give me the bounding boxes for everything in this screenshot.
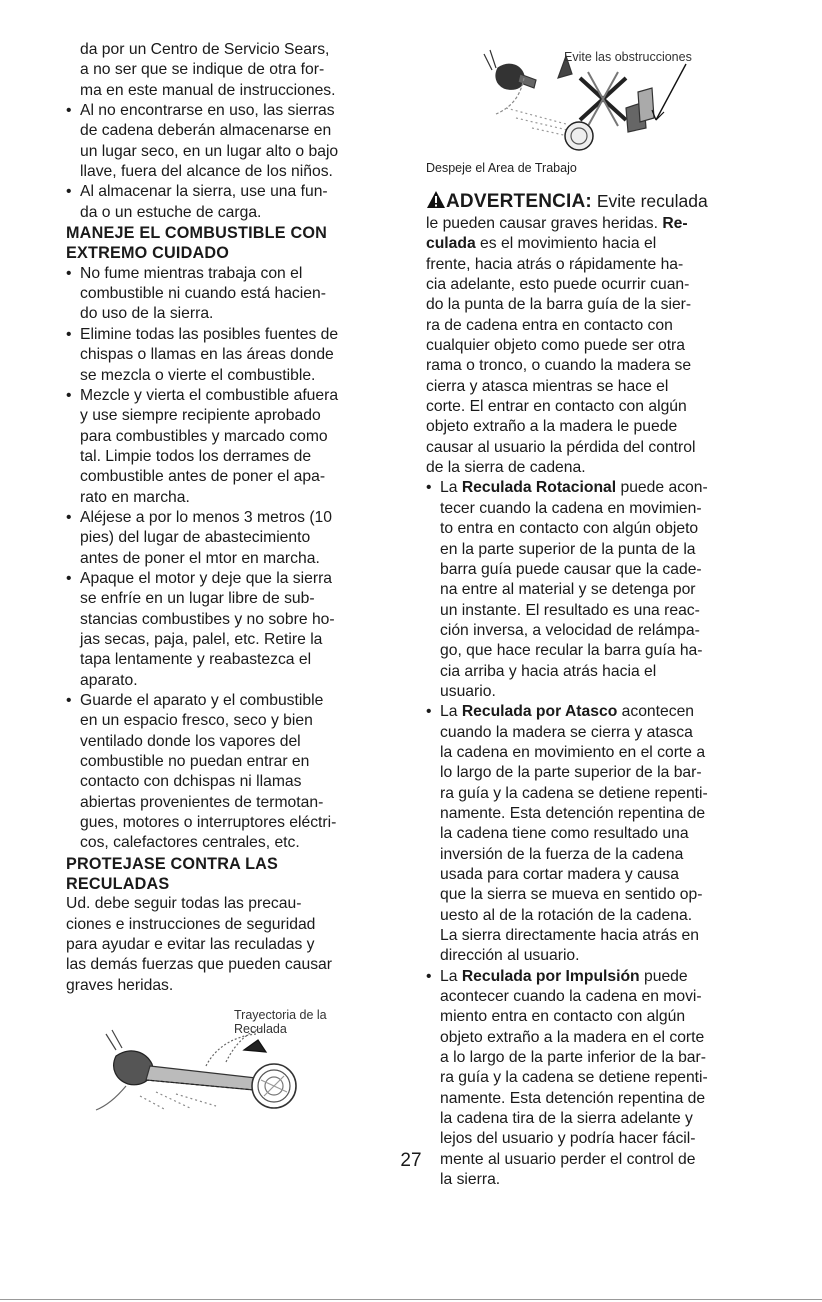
text-line: mente al usuario perder el control de: [440, 1150, 696, 1168]
figure-label: Evite las obstrucciones: [564, 50, 692, 64]
text-line: en la parte superior de la punta de la: [440, 540, 696, 558]
kickback-types-list: [426, 478, 776, 1190]
text-line: cualquier objeto como puede ser otra: [426, 337, 686, 355]
text-line: • Elimine todas las posibles fuentes de: [80, 325, 339, 343]
text-line: go, que hace recular la barra guía ha-: [440, 642, 703, 660]
text-line: jas secas, paja, palel, etc. Retire la: [80, 630, 323, 648]
warning-heading: [426, 190, 776, 214]
text-line: rama o tronco, o cuando la madera se: [426, 357, 692, 375]
section-heading-fuel: [66, 223, 406, 264]
text-line: aparato.: [80, 671, 138, 689]
text-line: inversión de la fuerza de la cadena: [440, 845, 684, 863]
list-item: [66, 101, 406, 182]
text-line: da o un estuche de carga.: [80, 203, 262, 221]
text-line: antes de poner el mtor en marcha.: [80, 549, 320, 567]
text-line: • Apaque el motor y deje que la sierra: [80, 569, 333, 587]
list-item: [66, 182, 406, 223]
text-span: La: [440, 479, 462, 497]
text-line: namente. Esta detención repentina de: [440, 804, 706, 822]
text-line: las demás fuerzas que pueden causar: [66, 956, 332, 974]
text-line: tecer cuando la cadena en movimien-: [440, 499, 702, 517]
text-line: ra de cadena entra en contacto con: [426, 316, 673, 334]
text-line: lejos del usuario y podría hacer fácil-: [440, 1130, 696, 1148]
text-line: • Guarde el aparato y el combustible: [80, 692, 324, 709]
text-span: es el movimiento hacia el: [475, 235, 657, 253]
text-line: combustible antes de poner el apa-: [80, 468, 326, 486]
text-line: cia adelante, esto puede ocurrir cuan-: [426, 276, 690, 294]
right-column: [426, 40, 776, 1191]
heading-line: RECULADAS: [66, 875, 170, 894]
text-line: pies) del lugar de abastecimiento: [80, 529, 311, 547]
text-line: ción inversa, a velocidad de relámpa-: [440, 621, 700, 639]
text-line: ra guía y la cadena se detiene repenti-: [440, 784, 708, 802]
bold-term: Reculada por Impulsión: [461, 967, 640, 985]
text-line: uesto al de la rotación de la cadena.: [440, 906, 693, 924]
list-item: [66, 386, 406, 508]
text-line: do uso de la sierra.: [80, 305, 214, 323]
bold-term: Reculada Rotacional: [461, 479, 617, 497]
obstructions-illustration-icon: [476, 48, 726, 158]
text-line: cuando la madera se cierra y atasca: [440, 723, 693, 741]
text-line: Trayectoria de la: [234, 1008, 327, 1023]
text-line: • Al almacenar la sierra, use una fun-: [80, 183, 328, 201]
intro-paragraph: [66, 40, 406, 101]
left-column: [66, 40, 406, 1116]
text-span: La: [440, 967, 462, 985]
page-bottom-rule: [0, 1299, 822, 1300]
storage-bullet-list: [66, 101, 406, 223]
text-line: tapa lentamente y reabastezca el: [80, 651, 312, 669]
warning-triangle-icon: [426, 190, 446, 214]
text-line: y use siempre recipiente aprobado: [80, 407, 321, 425]
text-line: objeto extraño a la madera le puede: [426, 418, 678, 436]
text-line: la cadena tira de la sierra adelante y: [440, 1110, 693, 1128]
text-line: [440, 702, 776, 722]
section-heading-kickback: [66, 854, 406, 895]
warning-label: ADVERTENCIA:: [446, 191, 592, 212]
list-item: [66, 569, 406, 691]
text-line: • No fume mientras trabaja con el: [80, 264, 303, 282]
text-line: en un espacio fresco, seco y bien: [80, 712, 313, 730]
text-line: • Mezcle y vierta el combustible afuera: [80, 386, 339, 404]
text-line: stancias combustibes y no sobre ho-: [80, 610, 335, 628]
list-item: [426, 478, 776, 702]
text-line: cos, calefactores centrales, etc.: [80, 834, 300, 852]
text-line: la cadena tiene como resultado una: [440, 825, 689, 843]
text-line: lo largo de la parte superior de la bar-: [440, 764, 702, 782]
warning-text: Evite reculada: [591, 191, 708, 211]
list-item: [66, 264, 406, 325]
text-line: la cadena en movimiento en el corte a: [440, 743, 706, 761]
text-line: [440, 478, 776, 498]
page-number: 27: [400, 1150, 422, 1171]
text-line: usuario.: [440, 682, 496, 700]
text-line: de cadena deberán almacenarse en: [80, 122, 332, 140]
text-line: abiertas provenientes de termotan-: [80, 793, 324, 811]
text-line: se enfríe en un lugar libre de sub-: [80, 590, 315, 608]
text-line: a no ser que se indique de otra for-: [80, 61, 325, 79]
figure-caption: Despeje el Area de Trabajo: [426, 161, 577, 175]
obstructions-figure: [426, 48, 776, 158]
text-line: usada para cortar madera y causa: [440, 866, 679, 883]
text-line: • Al no encontrarse en uso, las sierras: [80, 102, 335, 120]
text-line: combustible ni cuando está hacien-: [80, 285, 326, 303]
text-span: La: [440, 703, 462, 721]
text-line: [440, 967, 776, 987]
heading-line: EXTREMO CUIDADO: [66, 244, 230, 263]
warning-paragraph: [426, 214, 776, 478]
text-line: la sierra.: [440, 1171, 501, 1189]
text-line: La sierra directamente hacia atrás en: [440, 927, 699, 945]
kickback-paragraph: [66, 894, 406, 996]
text-line: llave, fuera del alcance de los niños.: [80, 163, 333, 181]
text-line: combustible no puedan entrar en: [80, 753, 310, 771]
text-line: contacto con dchispas ni llamas: [80, 773, 302, 791]
text-line: rato en marcha.: [80, 488, 190, 506]
text-line: cierra y atasca mientras se hace el: [426, 377, 669, 395]
fuel-bullet-list: [66, 264, 406, 854]
text-line: a lo largo de la parte inferior de la bar-: [440, 1049, 706, 1067]
heading-line: MANEJE EL COMBUSTIBLE CON: [66, 224, 328, 243]
text-line: para ayudar e evitar las reculadas y: [66, 936, 315, 954]
text-line: ciones e instrucciones de seguridad: [66, 915, 316, 933]
text-line: frente, hacia atrás o rápidamente ha-: [426, 255, 684, 273]
text-line: chispas o llamas en las áreas donde: [80, 346, 334, 364]
text-line: miento entra en contacto con algún: [440, 1008, 686, 1026]
text-line: que la sierra se mueva en sentido op-: [440, 886, 703, 904]
bold-term: Re-: [662, 215, 688, 232]
list-item: [66, 691, 406, 854]
text-line: [426, 234, 776, 254]
text-line: Ud. debe seguir todas las precau-: [66, 895, 302, 913]
text-span: puede acon-: [616, 479, 708, 497]
list-item: [66, 325, 406, 386]
text-line: cia arriba y hacia atrás hacia el: [440, 662, 657, 680]
text-line: ma en este manual de instrucciones.: [80, 81, 336, 99]
figure-label: [234, 1008, 327, 1036]
text-line: da por un Centro de Servicio Sears,: [80, 41, 330, 58]
text-span: puede: [639, 967, 688, 985]
text-line: do la punta de la barra guía de la sier-: [426, 296, 692, 314]
text-line: tal. Limpie todos los derrames de: [80, 447, 312, 465]
text-line: causar al usuario la pérdida del control: [426, 438, 696, 456]
text-line: graves heridas.: [66, 976, 174, 994]
text-line: un instante. El resultado es una reac-: [440, 601, 700, 619]
text-line: gues, motores o interruptores eléctri-: [80, 814, 337, 832]
text-line: dirección al usuario.: [440, 947, 580, 965]
list-item: [426, 702, 776, 966]
text-line: [426, 214, 776, 234]
text-line: barra guía puede causar que la cade-: [440, 560, 702, 578]
text-line: acontecer cuando la cadena en movi-: [440, 988, 702, 1006]
text-line: se mezcla o vierte el combustible.: [80, 366, 316, 384]
bold-term: Reculada por Atasco: [461, 703, 618, 721]
text-line: ventilado donde los vapores del: [80, 732, 301, 750]
text-span: le pueden causar graves heridas.: [426, 215, 663, 232]
text-span: acontecen: [617, 703, 695, 721]
text-line: Reculada: [234, 1022, 287, 1037]
text-line: ra guía y la cadena se detiene repenti-: [440, 1069, 708, 1087]
text-line: objeto extraño a la madera en el corte: [440, 1028, 705, 1046]
text-line: un lugar seco, en un lugar alto o bajo: [80, 142, 339, 160]
text-line: namente. Esta detención repentina de: [440, 1089, 706, 1107]
text-line: corte. El entrar en contacto con algún: [426, 398, 687, 416]
text-line: to entra en contacto con algún objeto: [440, 520, 699, 538]
text-line: para combustibles y marcado como: [80, 427, 328, 445]
list-item: [66, 508, 406, 569]
text-line: • Aléjese a por lo menos 3 metros (10: [80, 508, 332, 526]
kickback-path-figure: [66, 1006, 406, 1116]
text-line: de la sierra de cadena.: [426, 459, 586, 477]
text-line: na entre al material y se detenga por: [440, 581, 696, 599]
bold-term: culada: [426, 235, 476, 253]
heading-line: PROTEJASE CONTRA LAS: [66, 854, 279, 873]
